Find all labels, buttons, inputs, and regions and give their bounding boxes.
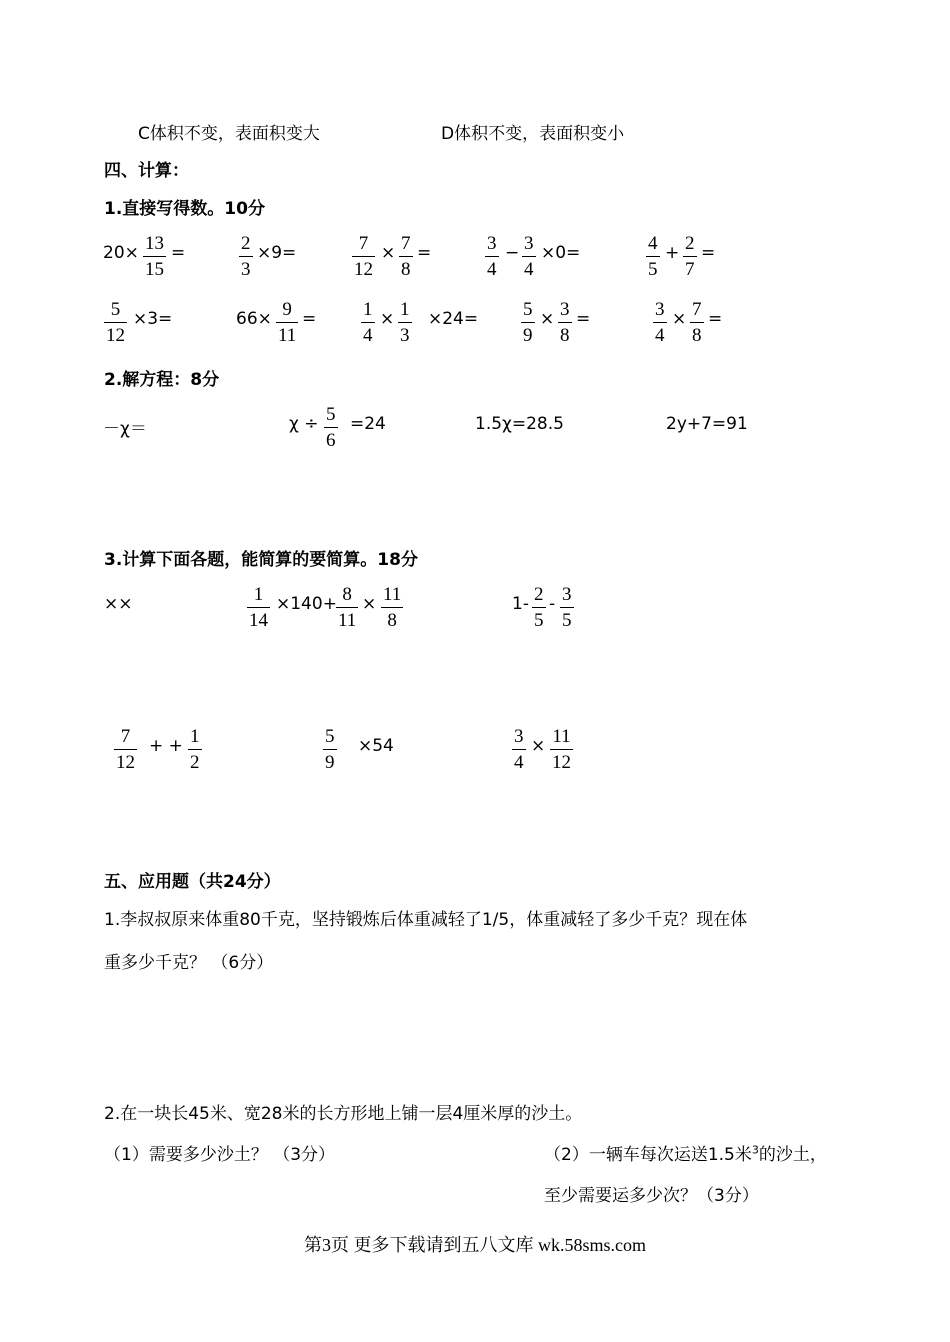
expr-text: = [708,309,723,329]
fraction: 5 9 [523,299,533,346]
equation-3: 1.5χ=28.5 [475,414,564,434]
expr-text: = [302,309,317,329]
expr-text: ×54 [358,736,394,756]
problem2-sub1: （1）需要多少沙土？ （3分） [104,1145,336,1165]
expr-text: = [171,243,186,263]
fraction: 2 7 [685,233,695,280]
fraction: 7 12 [116,726,135,773]
section4-title: 四、计算： [104,161,189,181]
expr-text: ×3= [133,309,173,329]
operator: − [505,243,520,263]
fraction: 3 4 [655,299,665,346]
operator: × [362,594,377,614]
fraction: 1 14 [249,584,268,631]
fraction: 1 4 [363,299,373,346]
operator: + [665,243,680,263]
equation-1: －χ＝ [103,419,147,439]
expr-text: ×140+ [276,594,337,614]
expr-text: ×× [104,594,133,614]
fraction: 3 4 [487,233,497,280]
equation-text: =24 [350,414,386,434]
fraction: 1 2 [190,726,200,773]
problem2-sub2-line2: 至少需要运多少次？（3分） [544,1186,759,1206]
problem2-sub2: （2）一辆车每次运送1.5米$^3$的沙土， [544,1143,827,1165]
expr-text: 20× [103,243,139,263]
problem2-line1: 2.在一块长45米、宽28米的长方形地上铺一层4厘米厚的沙土。 [104,1104,583,1124]
fraction: 7 8 [401,233,411,280]
fraction: 3 4 [514,726,524,773]
problem1-line2: 重多少千克？ （6分） [104,953,274,973]
problem1-line1: 1.李叔叔原来体重80千克，坚持锻炼后体重减轻了1/5，体重减轻了多少千克？现在体 [104,910,748,930]
option-c: C体积不变，表面积变大 [138,124,320,144]
q1-title: 1.直接写得数。10分 [104,199,265,219]
fraction: 9 11 [278,299,297,346]
fraction: 7 8 [692,299,702,346]
expr-text: 1- [512,594,529,614]
fraction: 7 12 [354,233,373,280]
operator: - [549,594,556,614]
fraction: 11 12 [552,726,571,773]
page-footer: 第3页 更多下载请到五八文库 wk.58sms.com [304,1235,646,1255]
expr-text: ×0= [541,243,581,263]
fraction: 3 8 [560,299,570,346]
fraction: 13 15 [145,233,164,280]
operator: × [540,309,555,329]
fraction: 5 6 [326,404,336,451]
fraction: 8 11 [338,584,357,631]
section5-title: 五、应用题（共24分） [104,872,281,892]
fraction: 2 3 [241,233,251,280]
fraction: 11 8 [383,584,402,631]
operator: × [531,736,546,756]
fraction: 4 5 [648,233,658,280]
fraction: 1 3 [400,299,410,346]
q2-title: 2.解方程：8分 [104,370,220,390]
fraction: 2 5 [534,584,544,631]
operator: × [672,309,687,329]
fraction: 5 9 [325,726,335,773]
q3-title: 3.计算下面各题，能简算的要简算。18分 [104,550,418,570]
option-d: D体积不变，表面积变小 [441,124,625,144]
expr-text: = [576,309,591,329]
equation-text: χ ÷ [289,414,319,434]
operator: × [380,309,395,329]
expr-text: = [417,243,432,263]
fraction: 5 12 [106,299,125,346]
equation-4: 2y+7=91 [666,414,748,434]
fraction: 3 4 [524,233,534,280]
fraction: 3 5 [562,584,572,631]
operator: × [381,243,396,263]
expr-text: 66× [236,309,272,329]
expr-text: ×24= [428,309,479,329]
expr-text: ×9= [257,243,297,263]
expr-text: = [701,243,716,263]
expr-text: + + [149,736,183,756]
